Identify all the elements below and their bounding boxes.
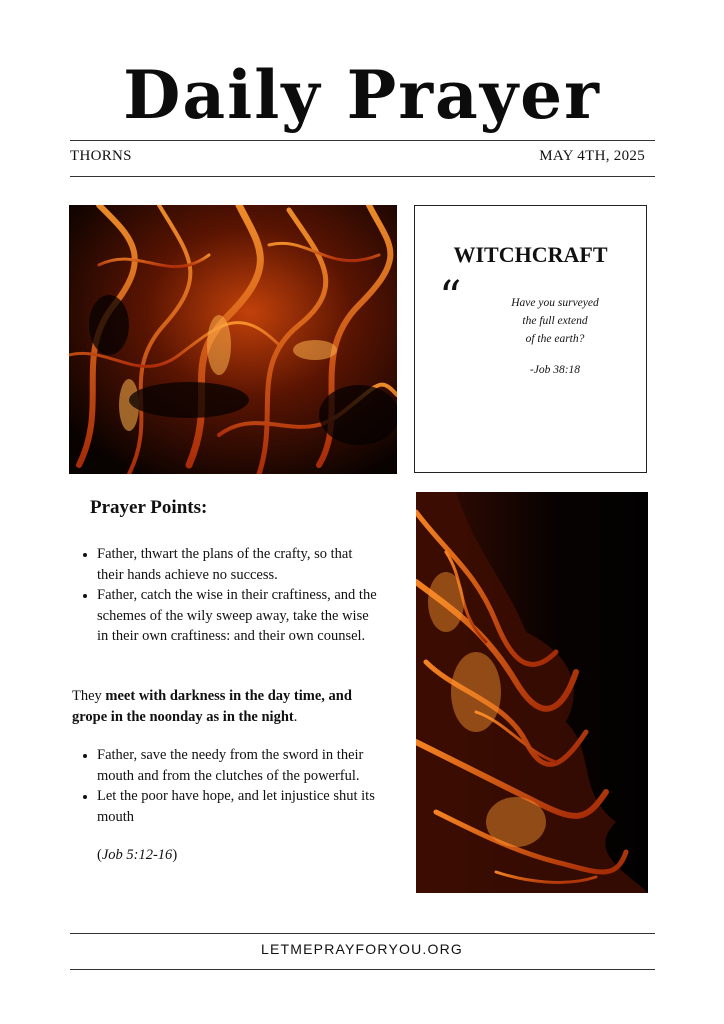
list-item: • Father, thwart the plans of the crafty, so that their hands achieve no success. [97,544,382,585]
reference-open: ( [97,847,102,863]
quote-line: Have you surveyed [511,297,599,309]
category-label: THORNS [70,148,132,164]
fire-image-top [69,205,397,474]
quote-mark-icon: “ [439,272,462,323]
prayer-list-first [80,544,382,647]
footer-top-divider [70,933,655,934]
reference-close: ) [172,847,178,863]
fire-image-side [416,492,648,893]
footer-bottom-divider [70,969,655,970]
scripture-suffix: . [293,709,298,725]
list-item: • Father, save the needy from the sword in their mouth and from the clutches of the powerful. [97,745,382,786]
top-divider [70,140,655,141]
prayer-list-second [80,745,382,827]
scripture-prefix: They [72,688,106,704]
date-label: MAY 4TH, 2025 [539,148,645,164]
quote-line: the full extend [522,315,588,327]
bible-reference [97,847,177,864]
header-divider [70,176,655,177]
footer-website: LETMEPRAYFORYOU.ORG [261,941,463,957]
quote-text [485,294,625,348]
scripture-quote [72,686,372,728]
reference-text: Job 5:12-16 [101,847,173,863]
quote-heading: WITCHCRAFT [453,242,608,267]
page-title: Daily Prayer [123,56,601,134]
quote-card [414,205,647,473]
quote-line: of the earth? [525,333,585,345]
prayer-points-heading: Prayer Points: [90,497,208,518]
quote-reference: -Job 38:18 [529,364,581,376]
list-item: • Let the poor have hope, and let injustice shut its mouth [97,786,382,827]
scripture-bold-text: meet with darkness in the day time, and grope in the noonday as in the night [72,688,352,725]
list-item: • Father, catch the wise in their craftiness, and the schemes of the wily sweep away, take the wise in their own craftiness: and their own counsel. [97,585,382,647]
